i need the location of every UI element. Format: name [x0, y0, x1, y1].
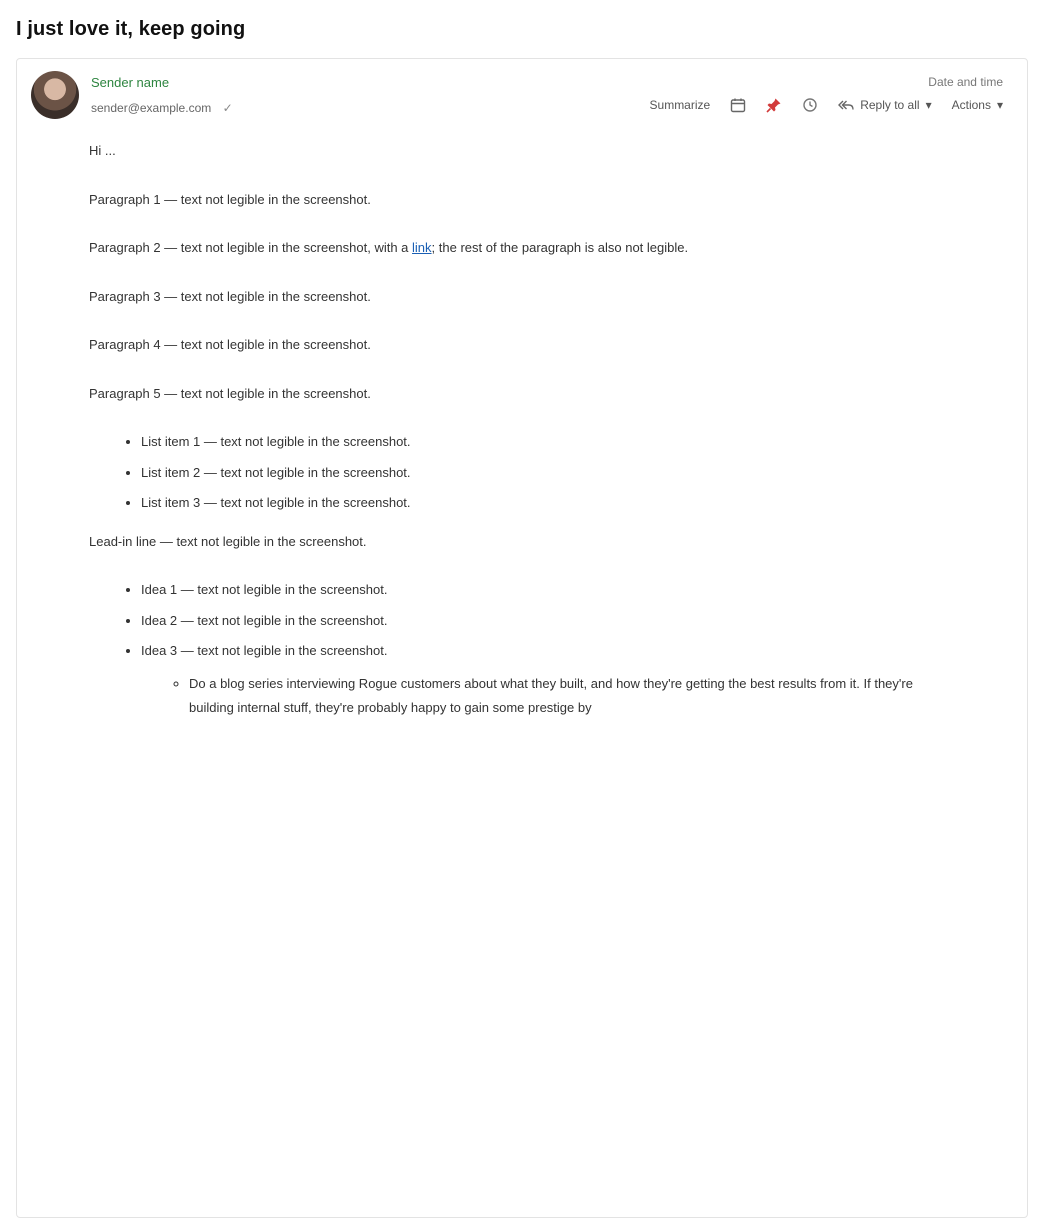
sender-name[interactable]: Sender name	[91, 75, 170, 90]
calendar-button[interactable]	[730, 97, 746, 113]
list-item: • List item 2 — text not legible in the screenshot.	[141, 461, 959, 486]
paragraph-1: Paragraph 1 — text not legible in the screenshot.	[89, 191, 371, 207]
sender-avatar[interactable]	[31, 71, 79, 119]
inline-link[interactable]: link	[412, 240, 432, 255]
pin-icon	[766, 97, 782, 113]
chevron-down-icon: ▾	[925, 98, 932, 112]
pin-button[interactable]	[766, 97, 782, 113]
paragraph-2-text-a: Paragraph 2 — text not legible in the screenshot, with a	[89, 240, 413, 255]
ideas-sublist	[141, 672, 959, 721]
list-item: • Idea 1 — text not legible in the screenshot.	[141, 578, 959, 603]
email-message-card	[16, 58, 1028, 1218]
reply-all-label: Reply to all	[860, 98, 920, 112]
message-body	[89, 139, 959, 735]
paragraph-2	[89, 236, 959, 261]
email-subject: I just love it, keep going	[16, 18, 246, 40]
feedback-list	[89, 430, 959, 516]
message-date: Date and time	[928, 75, 1003, 89]
snooze-button[interactable]	[802, 97, 818, 113]
summarize-label: Summarize	[649, 98, 711, 112]
summarize-button[interactable]	[650, 98, 711, 112]
actions-label: Actions	[951, 98, 991, 112]
paragraph-2-text-b: ; the rest of the paragraph is also not legible.	[431, 240, 689, 255]
sender-email-line	[91, 101, 233, 115]
greeting: Hi ...	[89, 143, 116, 158]
check-circle-icon: ✓	[222, 101, 233, 115]
chevron-down-icon: ▾	[996, 98, 1003, 112]
paragraph-6: Lead-in line — text not legible in the screenshot.	[89, 533, 367, 549]
paragraph-3: Paragraph 3 — text not legible in the screenshot.	[89, 288, 371, 304]
sender-email[interactable]: sender@example.com	[91, 101, 212, 115]
list-item: • List item 1 — text not legible in the screenshot.	[141, 430, 959, 455]
reply-all-button[interactable]	[838, 98, 931, 112]
list-item: ◦ Do a blog series interviewing Rogue customers about what they built, and how they're getting the best results from it. If they're building internal stuff, they're probably happy to gain some prestige by	[189, 672, 959, 721]
reply-all-icon	[838, 98, 854, 112]
message-toolbar	[650, 97, 1003, 113]
paragraph-4: Paragraph 4 — text not legible in the screenshot.	[89, 337, 371, 352]
list-item: • Idea 2 — text not legible in the screenshot.	[141, 609, 959, 634]
paragraph-5: Paragraph 5 — text not legible in the screenshot.	[89, 385, 371, 401]
ideas-list	[89, 578, 959, 721]
list-item	[141, 639, 959, 721]
list-item-text: Idea 3 — text not legible in the screenshot.	[141, 643, 388, 658]
calendar-icon	[730, 97, 746, 113]
list-item: • List item 3 — text not legible in the screenshot.	[141, 491, 959, 516]
clock-icon	[802, 97, 818, 113]
actions-button[interactable]	[952, 98, 1003, 112]
